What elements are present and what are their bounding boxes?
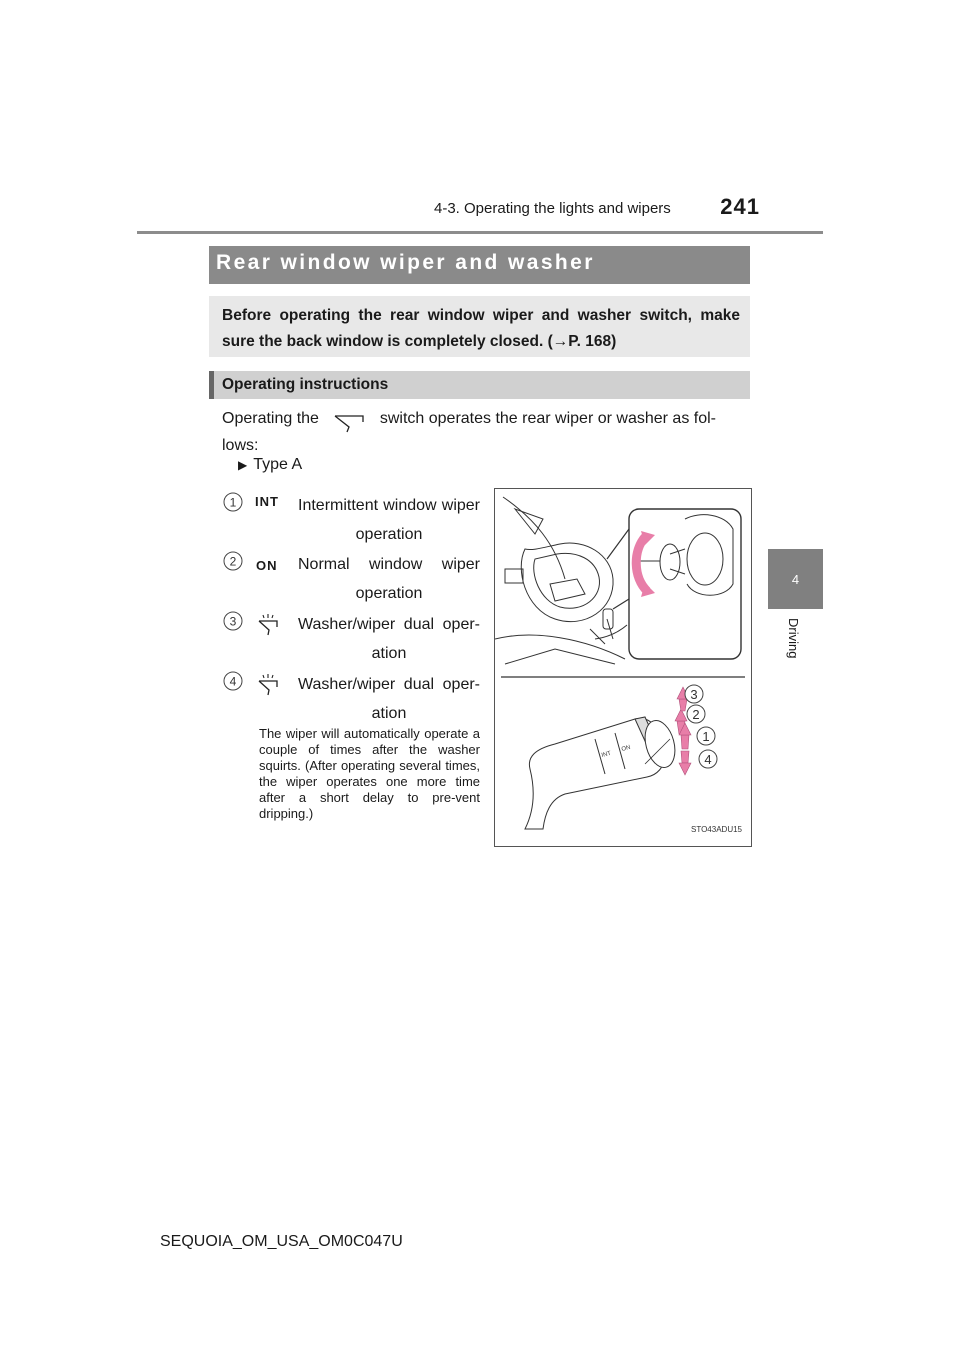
callout-2: 2 — [692, 707, 700, 722]
page-number: 241 — [720, 194, 760, 219]
figure-id: STO43ADU15 — [691, 825, 742, 834]
footer-manual-code: SEQUOIA_OM_USA_OM0C047U — [160, 1233, 403, 1250]
wiper-switch-illustration — [494, 488, 752, 847]
subheading-accent — [209, 371, 214, 399]
item-2-text: Normal window wiper operation — [298, 556, 480, 602]
callout-3: 3 — [690, 687, 698, 702]
header-rule — [137, 231, 823, 234]
item-4-text: Washer/wiper dual oper-ation — [298, 676, 480, 722]
svg-text:4: 4 — [229, 674, 237, 689]
svg-text:1: 1 — [229, 495, 237, 510]
item-1-number — [222, 491, 244, 518]
chapter-label: Driving — [786, 618, 801, 659]
item-4-number — [222, 670, 244, 697]
body-text-before: Operating the — [222, 410, 319, 427]
item-3-text: Washer/wiper dual oper-ation — [298, 616, 480, 662]
svg-text:ON: ON — [620, 744, 632, 753]
rear-washer-icon — [256, 612, 282, 643]
body-text-after: switch operates the rear wiper or washer as fol-lows: — [222, 410, 716, 454]
svg-text:3: 3 — [229, 614, 237, 629]
section-header: 4-3. Operating the lights and wipers — [434, 200, 671, 217]
intro-text: Before operating the rear window wiper and washer switch, make sure the back window is completely closed. (→P. 168) — [222, 307, 740, 350]
svg-text:2: 2 — [229, 554, 237, 569]
item-2-number — [222, 550, 244, 577]
triangle-bullet-icon: ▶ — [238, 458, 248, 472]
rear-washer-icon — [256, 672, 282, 703]
item-1-label: INT — [255, 494, 279, 509]
type-label-row — [238, 456, 302, 474]
type-label: Type A — [253, 456, 303, 473]
subheading: Operating instructions — [222, 376, 389, 393]
chapter-number: 4 — [791, 572, 800, 587]
wiper-note: The wiper will automatically operate a couple of times after the washer squirts. (After operating several times, the wiper operates one more time after a short delay to pre-vent dripping.) — [259, 726, 480, 821]
body-paragraph — [222, 405, 748, 459]
item-1-text: Intermittent window wiper operation — [298, 497, 480, 543]
item-2-label: ON — [256, 558, 278, 573]
callout-1: 1 — [702, 729, 710, 744]
callout-4: 4 — [704, 752, 712, 767]
item-3-number — [222, 610, 244, 637]
page-title: Rear window wiper and washer — [216, 251, 595, 274]
rear-wiper-icon — [323, 412, 375, 426]
svg-text:INT: INT — [600, 750, 612, 759]
